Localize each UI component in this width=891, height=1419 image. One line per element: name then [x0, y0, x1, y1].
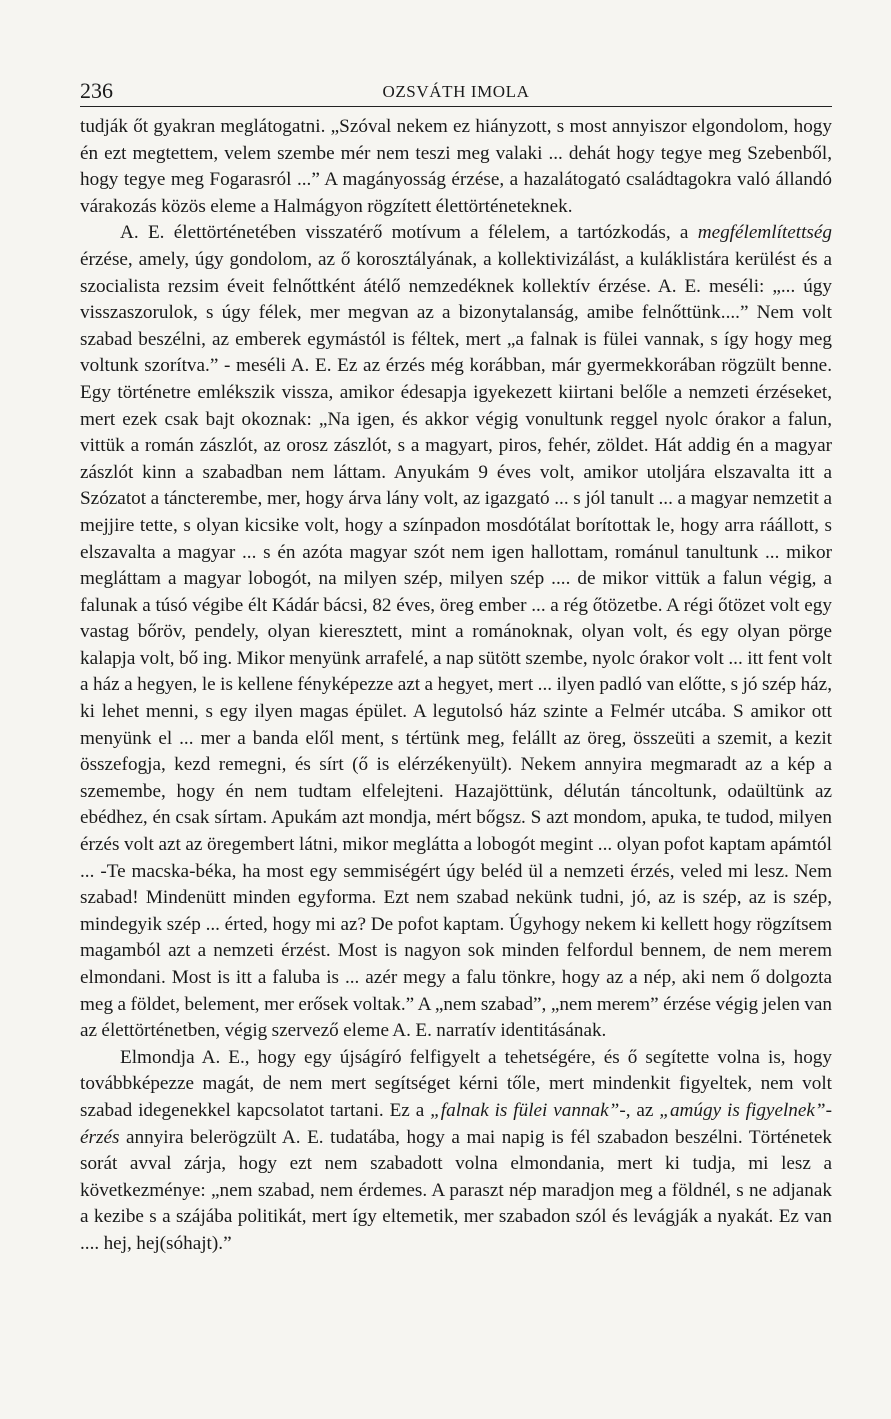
paragraph-3-mid: -, az [619, 1099, 660, 1121]
paragraph-3-italic-2: „amúgy is figyelnek”- érzés [80, 1099, 832, 1148]
page-number: 236 [80, 78, 113, 103]
paragraph-2-rest: érzése, amely, úgy gondolom, az ő korosztályának, a kollektivizálást, a kuláklistára kerülést és a szocialista rezsim éveit felnőttként átélő nemzedéknek kollektív érzése. A. E. meséli: „... úgy visszaszorulok, s úgy félek, mer megvan az a bizonytalanság, amibe felnőttünk....” Nem volt szabad beszélni, az emberek egymástól is féltek, mert „a falnak is fülei vannak, s így hogy meg voltunk szorítva.” - meséli A. E. Ez az érzés még korábban, már gyermekkorában rögzült benne. Egy történetre emlékszik vissza, amikor édesapja igyekezett kiirtani belőle a nemzeti érzéseket, mert ezek csak bajt okoznak: „Na igen, és akkor végig vonultunk reggel nyolc órakor a falun, vittük a román zászlót, az orosz zászlót, s a magyart, piros, fehér, zöldet. Hát addig én a magyar zászlót kinn a szabadban nem láttam. Anyukám 9 éves volt, amikor utoljára elszavalta itt a Szózatot a táncterembe, mer, hogy árva lány volt, az igazgató ... s jól tanult ... a magyar nemzetit a mejjire tette, s olyan kicsike volt, hogy a színpadon mosdótálat borítottak le, hogy arra ráállott, s elszavalta a magyar ... s én azóta magyar szót nem igen hallottam, románul tanultunk ... mikor megláttam a magyar lobogót, na milyen szép, milyen szép .... de mikor vittük a falun végig, a falunak a túsó végibe élt Kádár bácsi, 82 éves, öreg ember ... a rég őtözetbe. A régi őtözet volt egy vastag bőröv, pendely, olyan kieresztett, mint a románoknak, olyan volt, és egy olyan pörge kalapja volt, bő ing. Mikor menyünk arrafelé, a nap sütött szembe, nyolc órakor volt ... itt fent volt a ház a hegyen, le is kellene fényképezze azt a hegyet, mert ... ilyen padló van előtte, s jó szép ház, ki lehet menni, s egy ilyen magas épület. A legutolsó ház szinte a Felmér utcába. S amikor ott menyünk el ... mer a banda elől ment, s tértünk meg, felállt az öreg, összeüti a szemit, a kezit összefogja, kezd remegni, és sírt (ő is elérzékenyült). Nekem annyira megmaradt az a kép a szemembe, hogy én nem tudtam elfelejteni. Hazajöttünk, délután táncoltunk, odaültünk az ebédhez, én csak sírtam. Apukám azt mondja, mért bőgsz. S azt mondom, apuka, te tudod, milyen érzés volt azt az öregembert látni, mikor meglátta a lobogót megint ... olyan pofot kaptam apámtól ... -Te macska-béka, ha most egy semmiségért úgy beléd ül a nemzeti érzés, veled mi lesz. Nem szabad! Mindenütt minden egyforma. Ezt nem szabad nekünk tudni, jó, az is szép, az is szép, mindegyik szép ... érted, hogy mi az? De pofot kaptam. Úgyhogy nekem ki kellett hogy rögzítsem magamból azt a nemzeti érzést. Most is nagyon sok minden felfordul bennem, de nem merem elmondani. Most is itt a faluba is ... azér megy a falu tönkre, hogy az a nép, aki nem ő dolgozta meg a földet, belement, mer erősek voltak.” A „nem szabad”, „nem merem” érzése végig jelen van az élettörténetben, végig szervező eleme A. E. narratív identitásának. [80, 248, 832, 1042]
paragraph-1: tudják őt gyakran meglátogatni. „Szóval nekem ez hiányzott, s most annyiszor elgondolom, hogy én ezt megtettem, velem szembe mér nem teszi meg valaki ... dehát hogy tegye meg Szebenből, hogy tegye meg Fogarasról ...” A magányosság érzése, a hazalátogató családtagokra való állandó várakozás közös eleme a Halmágyon rögzített élettörténeteknek. [80, 116, 832, 217]
body-text [80, 114, 832, 1258]
paragraph-2-italic: megfélemlítettség [697, 222, 832, 244]
paragraph-2-lead: A. E. élettörténetében visszatérő motívum a félelem, a tartózkodás, a [120, 222, 698, 244]
page-header [80, 76, 832, 107]
paragraph-3-italic-1: „falnak is fülei vannak” [430, 1099, 620, 1121]
paragraph-3 [80, 1045, 832, 1258]
running-head: OZSVÁTH IMOLA [382, 82, 530, 101]
paragraph-2 [80, 220, 832, 1044]
paragraph-3-lead: Elmondja A. E., hogy egy újságíró felfigyelt a tehetségére, és ő segítette volna is, hogy továbbképezze magát, de nem mert segítséget kérni tőle, mert mindenkit figyeltek, nem volt szabad idegenekkel kapcsolatot tartani. Ez a [80, 1046, 832, 1121]
paragraph-3-rest: annyira belerögzült A. E. tudatába, hogy a mai napig is fél szabadon beszélni. Történetek sorát avval zárja, hogy ezt nem szabadott volna elmondania, mert ki tudja, mi lesz a következménye: „nem szabad, nem érdemes. A paraszt nép maradjon meg a földnél, s ne adjanak a kezibe s a szájába politikát, mert így eltemetik, mer szabadon szól és levágják a nyakát. Ez van .... hej, hej(sóhajt).” [80, 1126, 832, 1254]
